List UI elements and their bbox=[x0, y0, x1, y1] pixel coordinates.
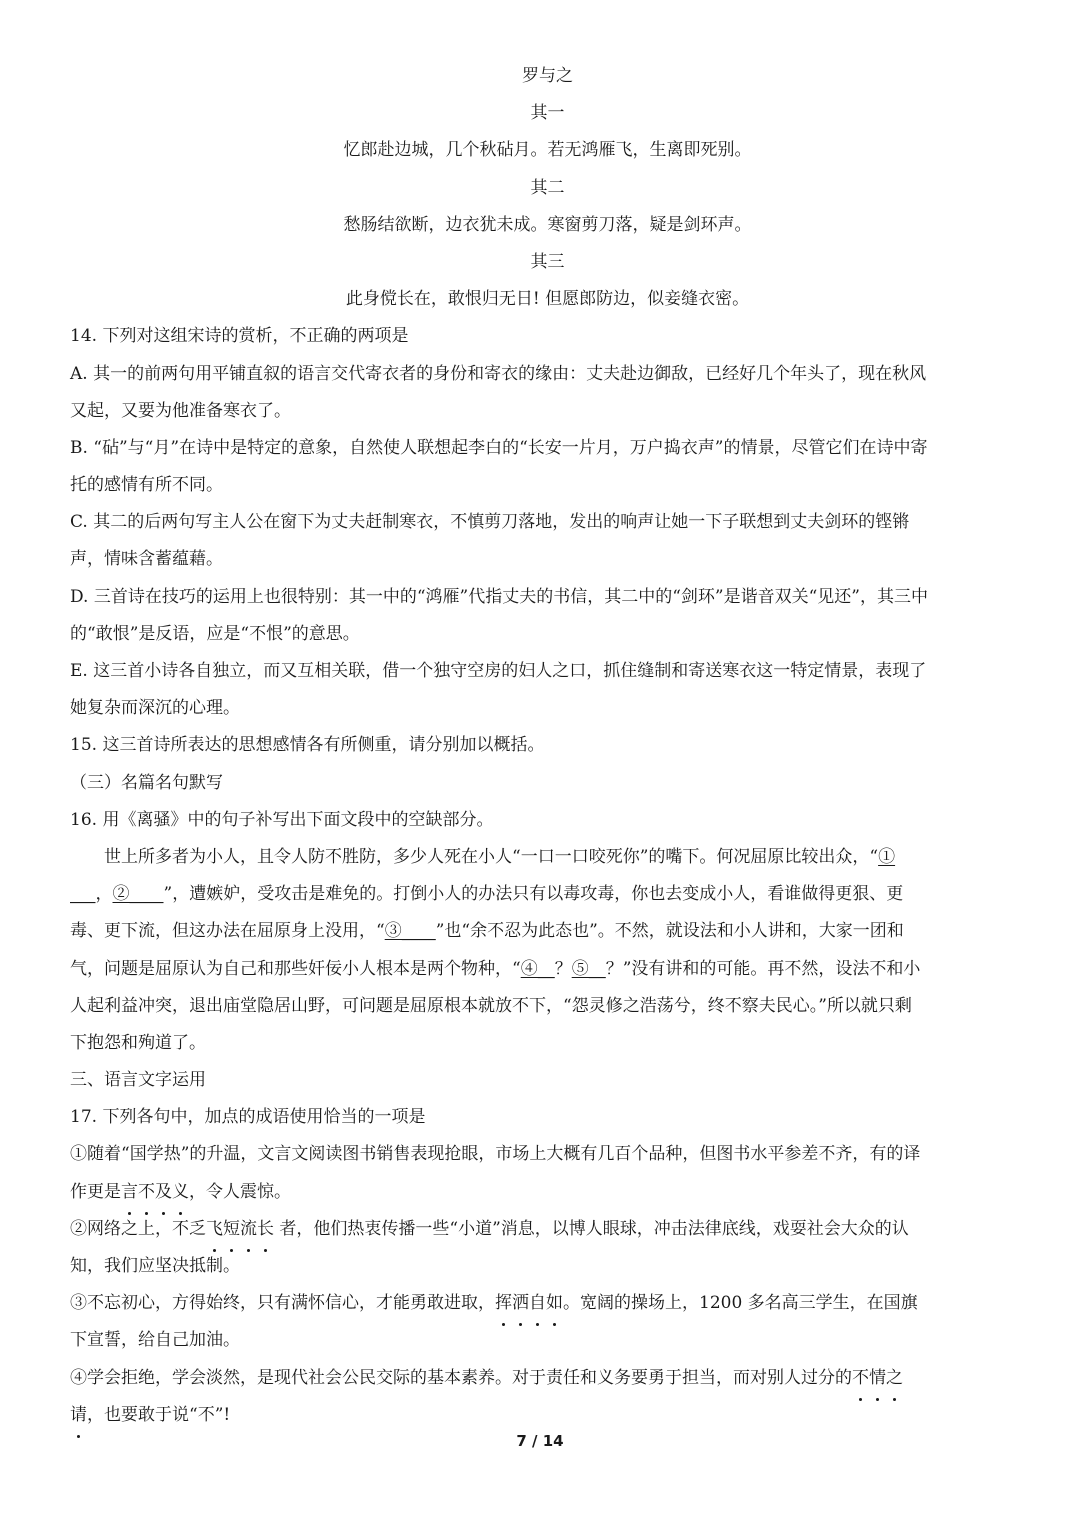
q16-blank-5: ⑤__ bbox=[571, 958, 606, 979]
q17-text: 作更是 bbox=[70, 1181, 121, 1202]
q17-text: ，也要敢于说“不”! bbox=[87, 1404, 231, 1425]
part-heading: 三、语言文字运用 bbox=[70, 1070, 206, 1091]
emphasis-dot-char: 不 bbox=[138, 1174, 155, 1211]
q17-sentence-2 bbox=[70, 1211, 1025, 1248]
q17-text: ④学会拒绝，学会淡然，是现代社会公民交际的基本素养。对于责任和义务要勇于担当，而对别人过分的 bbox=[70, 1367, 852, 1388]
q14-option-a: A. 其一的前两句用平铺直叙的语言交代寄衣者的身份和寄衣的缘由：丈夫赴边御敌，已经好几个年头了，现在秋风 bbox=[70, 363, 927, 384]
q16-text: 毒、更下流，但这办法在屈原身上没用，“ bbox=[70, 921, 385, 942]
q17-text: ②网络之上，不乏 bbox=[70, 1218, 206, 1239]
q16-blank-1: ① bbox=[878, 846, 896, 867]
q17-idiom-3 bbox=[495, 1293, 563, 1313]
section-heading: （三）名篇名句默写 bbox=[70, 772, 223, 793]
q17-sentence-1-cont bbox=[70, 1174, 1025, 1211]
q16-passage-line-2 bbox=[70, 876, 1025, 913]
q17-text: 者，他们热衷传播一些“小道”消息，以博人眼球，冲击法律底线，戏耍社会大众的认 bbox=[274, 1218, 909, 1239]
q17-idiom-4 bbox=[852, 1368, 903, 1388]
q16-blank-1-cont: ___ bbox=[70, 884, 96, 905]
exam-page bbox=[70, 58, 1025, 1434]
q14-option-d-cont: 的“敢恨”是反语，应是“不恨”的意思。 bbox=[70, 623, 360, 644]
q14-option-e-cont: 她复杂而深沉的心理。 bbox=[70, 698, 240, 719]
q14-option-b-cont: 托的感情有所不同。 bbox=[70, 475, 223, 496]
emphasis-dot-char: 短 bbox=[223, 1211, 240, 1248]
q14-option-b: B. “砧”与“月”在诗中是特定的意象，自然使人联想起李白的“长安一片月，万户捣衣声”的情景，尽管它们在诗中寄 bbox=[70, 437, 928, 458]
emphasis-dot-char: 长 bbox=[257, 1211, 274, 1248]
emphasis-dot-char: 义 bbox=[172, 1174, 189, 1211]
q14-option-d: D. 三首诗在技巧的运用上也很特别：其一中的“鸿雁”代指丈夫的书信，其二中的“剑环”是谐音双关“见还”，其三中 bbox=[70, 586, 928, 607]
q16-text: ？ bbox=[554, 958, 572, 979]
poem-heading-2: 其二 bbox=[530, 177, 565, 198]
emphasis-dot-char: 流 bbox=[240, 1211, 257, 1248]
q14-stem: 14. 下列对这组宋诗的赏析，不正确的两项是 bbox=[70, 326, 409, 347]
q16-passage-line-6: 下抱怨和殉道了。 bbox=[70, 1032, 206, 1053]
q16-blank-3: ③____ bbox=[384, 921, 436, 942]
emphasis-dot-char: 挥 bbox=[495, 1285, 512, 1322]
q16-passage-line-5: 人起利益冲突，退出庙堂隐居山野，可问题是屈原根本就放不下，“怨灵修之浩荡兮，终不察夫民心。”所以就只剩 bbox=[70, 995, 912, 1016]
q17-text: 。宽阔的操场上，1200 多名高三学生，在国旗 bbox=[563, 1293, 918, 1314]
q16-passage-line-3 bbox=[70, 913, 1025, 950]
poem-text-1: 忆郎赴边城，几个秋砧月。若无鸿雁飞，生离即死别。 bbox=[343, 140, 752, 161]
q17-text: ，令人震惊。 bbox=[189, 1181, 291, 1202]
q16-passage-line-4 bbox=[70, 951, 1025, 988]
q14-option-a-cont: 又起，又要为他准备寒衣了。 bbox=[70, 400, 291, 421]
q16-text: ， bbox=[95, 884, 113, 905]
q17-sentence-2-cont: 知，我们应坚决抵制。 bbox=[70, 1256, 240, 1276]
emphasis-dot-char: 如 bbox=[546, 1285, 563, 1322]
poem-heading-3: 其三 bbox=[530, 251, 565, 272]
q16-blank-2: ②____ bbox=[112, 884, 164, 905]
emphasis-dot-char: 飞 bbox=[206, 1211, 223, 1248]
q17-sentence-4 bbox=[70, 1360, 1025, 1397]
q16-stem: 16. 用《离骚》中的句子补写出下面文段中的空缺部分。 bbox=[70, 809, 494, 830]
emphasis-dot-char: 情 bbox=[869, 1360, 886, 1397]
emphasis-dot-char: 不 bbox=[852, 1360, 869, 1397]
q17-stem: 17. 下列各句中，加点的成语使用恰当的一项是 bbox=[70, 1107, 426, 1128]
q17-idiom-1 bbox=[121, 1182, 189, 1202]
q14-option-e: E. 这三首小诗各自独立，而又互相关联，借一个独守空房的妇人之口，抓住缝制和寄送寒衣这一特定情景，表现了 bbox=[70, 661, 927, 681]
poem-heading-1: 其一 bbox=[530, 103, 565, 124]
q17-sentence-3-cont: 下宣誓，给自己加油。 bbox=[70, 1330, 240, 1351]
q16-passage-line-1 bbox=[70, 839, 1025, 876]
emphasis-dot-char: 及 bbox=[155, 1174, 172, 1211]
q14-option-c: C. 其二的后两句写主人公在窗下为丈夫赶制寒衣，不慎剪刀落地，发出的响声让她一下子联想到丈夫剑环的铿锵 bbox=[70, 512, 910, 533]
q17-sentence-4-cont bbox=[70, 1397, 1025, 1434]
poem-text-2: 愁肠结欲断，边衣犹未成。寒窗剪刀落，疑是剑环声。 bbox=[343, 214, 752, 235]
q16-text: ？”没有讲和的可能。再不然，设法不和小 bbox=[605, 958, 921, 979]
emphasis-dot-char: 请 bbox=[70, 1397, 87, 1434]
q16-text: ”，遭嫉妒，受攻击是难免的。打倒小人的办法只有以毒攻毒，你也去变成小人，看谁做得更狠、更 bbox=[163, 884, 904, 905]
q14-option-c-cont: 声，情味含蓄蕴藉。 bbox=[70, 549, 223, 570]
q17-idiom-4-cont bbox=[70, 1405, 87, 1425]
q16-text: ”也“余不忍为此态也”。不然，就设法和小人讲和，大家一团和 bbox=[435, 921, 904, 942]
q17-sentence-1: ①随着“国学热”的升温，文言文阅读图书销售表现抢眼，市场上大概有几百个品种，但图书水平参差不齐，有的译 bbox=[70, 1144, 921, 1165]
q17-text: ③不忘初心，方得始终，只有满怀信心，才能勇敢进取， bbox=[70, 1293, 495, 1314]
q17-sentence-3 bbox=[70, 1285, 1025, 1322]
emphasis-dot-char: 自 bbox=[529, 1285, 546, 1322]
q15-stem: 15. 这三首诗所表达的思想感情各有所侧重，请分别加以概括。 bbox=[70, 735, 545, 756]
emphasis-dot-char: 之 bbox=[886, 1360, 903, 1397]
emphasis-dot-char: 言 bbox=[121, 1174, 138, 1211]
page-number: 7 / 14 bbox=[516, 1432, 564, 1450]
q17-idiom-2 bbox=[206, 1219, 274, 1239]
emphasis-dot-char: 洒 bbox=[512, 1285, 529, 1322]
q16-blank-4: ④__ bbox=[520, 958, 555, 979]
q16-text: 世上所多者为小人，且令人防不胜防，多少人死在小人“一口一口咬死你”的嘴下。何况屈原比较出众，“ bbox=[104, 846, 879, 867]
poem-text-3: 此身傥长在，敢恨归无日! 但愿郎防边，似妾缝衣密。 bbox=[345, 289, 750, 310]
poem-author: 罗与之 bbox=[522, 66, 573, 86]
q16-text: 气，问题是屈原认为自己和那些奸佞小人根本是两个物种，“ bbox=[70, 958, 521, 979]
